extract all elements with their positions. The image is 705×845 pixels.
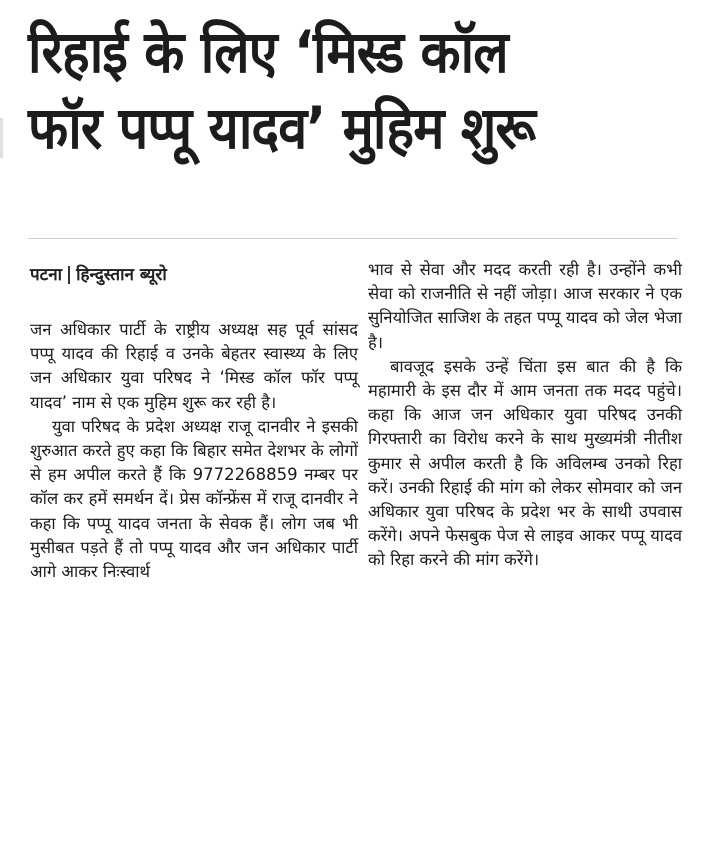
page-edge-mark — [0, 118, 3, 158]
byline-bureau: हिन्दुस्तान ब्यूरो — [76, 265, 167, 285]
headline-line-1: रिहाई के लिए ‘मिस्ड कॉल — [28, 18, 508, 86]
byline-place: पटना — [30, 265, 63, 285]
byline — [30, 262, 167, 285]
column1-paragraph-2: युवा परिषद के प्रदेश अध्यक्ष राजू दानवीर ने इसकी शुरुआत करते हुए कहा कि बिहार समेत देशभर के लोगों से हम अपील करते हैं कि 9772268859 नम्बर पर कॉल कर हमें समर्थन दें। प्रेस कॉन्फ्रेंस में राजू दानवीर ने कहा कि पप्पू यादव जनता के सेवक हैं। लोग जब भी मुसीबत पड़ते हैं तो पप्पू यादव और जन अधिकार पार्टी आगे आकर निःस्वार्थ — [30, 416, 358, 582]
column1-paragraph-1: जन अधिकार पार्टी के राष्ट्रीय अध्यक्ष सह पूर्व सांसद पप्पू यादव की रिहाई व उनके बेहतर स्वास्थ्य के लिए जन अधिकार युवा परिषद ने ‘मिस्ड कॉल फॉर पप्पू यादव’ नाम से एक मुहिम शुरू कर रही है। — [30, 320, 358, 412]
headline-line-2: फॉर पप्पू यादव’ मुहिम शुरू — [28, 94, 536, 162]
article-column-2 — [368, 258, 682, 573]
article-column-1 — [30, 318, 358, 584]
column2-paragraph-2: बावजूद इसके उन्हें चिंता इस बात की है कि महामारी के इस दौर में आम जनता तक मदद पहुंचे। कहा कि आज जन अधिकार युवा परिषद उनकी गिरफ्तारी का विरोध करने के साथ मुख्यमंत्री नीतीश कुमार से अपील करती है कि अविलम्ब उनको रिहा करें। उनकी रिहाई की मांग को लेकर सोमवार को जन अधिकार युवा परिषद के प्रदेश भर के साथी उपवास करेंगे। अपने फेसबुक पेज से लाइव आकर पप्पू यादव को रिहा करने की मांग करेंगे। — [368, 356, 682, 570]
headline — [28, 14, 627, 166]
byline-separator — [68, 266, 70, 284]
column2-paragraph-1: भाव से सेवा और मदद करती रही है। उन्होंने कभी सेवा को राजनीति से नहीं जोड़ा। आज सरकार ने एक सुनियोजित साजिश के तहत पप्पू यादव को जेल भेजा है। — [368, 260, 682, 352]
headline-divider — [28, 238, 678, 239]
